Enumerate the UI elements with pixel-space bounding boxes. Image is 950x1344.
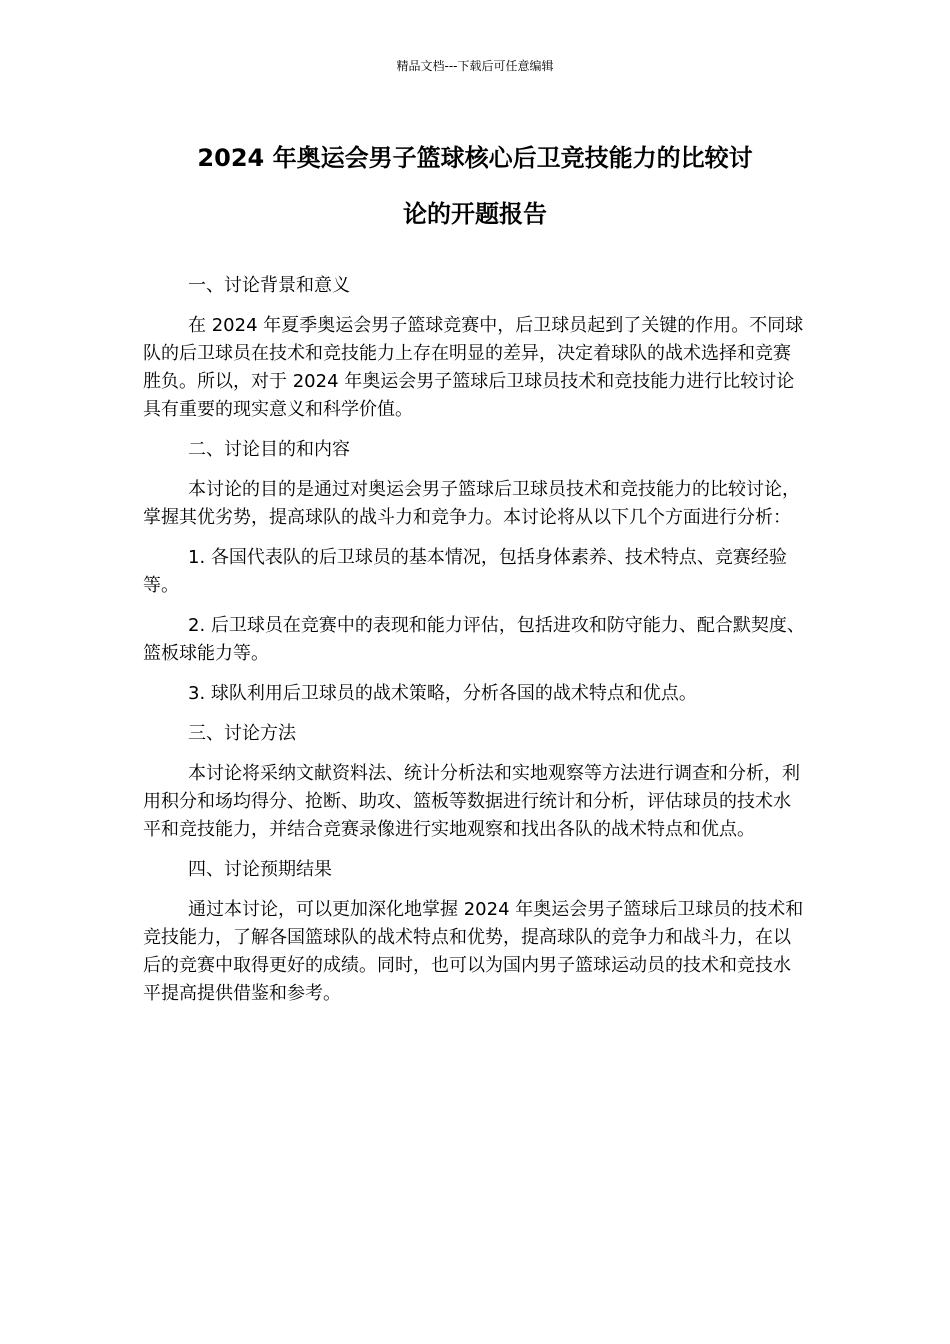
list-item-1: 1. 各国代表队的后卫球员的基本情况，包括身体素养、技术特点、竞赛经验等。 xyxy=(143,547,787,596)
title-line-2: 论的开题报告 xyxy=(403,200,547,228)
section-heading-method: 三、讨论方法 xyxy=(188,723,296,744)
header-note: 精品文档---下载后可任意编辑 xyxy=(396,59,554,73)
list-item-3: 3. 球队利用后卫球员的战术策略，分析各国的战术特点和优点。 xyxy=(188,683,697,704)
paragraph-purpose: 本讨论的目的是通过对奥运会男子篮球后卫球员技术和竞技能力的比较讨论，掌握其优劣势，提高球队的战斗力和竞争力。本讨论将从以下几个方面进行分析： xyxy=(143,479,800,528)
document-body xyxy=(143,272,807,1020)
paragraph-method: 本讨论将采纳文献资料法、统计分析法和实地观察等方法进行调查和分析，利用积分和场均得分、抢断、助攻、篮板等数据进行统计和分析，评估球员的技术水平和竞技能力，并结合竞赛录像进行实地观察和找出各队的战术特点和优点。 xyxy=(143,763,800,840)
section-heading-purpose: 二、讨论目的和内容 xyxy=(188,439,350,460)
title-line-1: 2024 年奥运会男子篮球核心后卫竞技能力的比较讨 xyxy=(197,144,753,172)
paragraph-background: 在 2024 年夏季奥运会男子篮球竞赛中，后卫球员起到了关键的作用。不同球队的后卫球员在技术和竞技能力上存在明显的差异，决定着球队的战术选择和竞赛胜负。所以，对于 2024 年奥运会男子篮球后卫球员技术和竞技能力进行比较讨论具有重要的现实意义和科学价值。 xyxy=(143,315,804,420)
section-heading-results: 四、讨论预期结果 xyxy=(188,859,332,880)
list-item-2: 2. 后卫球员在竞赛中的表现和能力评估，包括进攻和防守能力、配合默契度、篮板球能力等。 xyxy=(143,615,805,664)
section-heading-background: 一、讨论背景和意义 xyxy=(188,275,350,296)
document-title xyxy=(143,134,807,246)
paragraph-results: 通过本讨论，可以更加深化地掌握 2024 年奥运会男子篮球后卫球员的技术和竞技能力，了解各国篮球队的战术特点和优势，提高球队的竞争力和战斗力，在以后的竞赛中取得更好的成绩。同时，也可以为国内男子篮球运动员的技术和竞技水平提高提供借鉴和参考。 xyxy=(143,899,804,1004)
